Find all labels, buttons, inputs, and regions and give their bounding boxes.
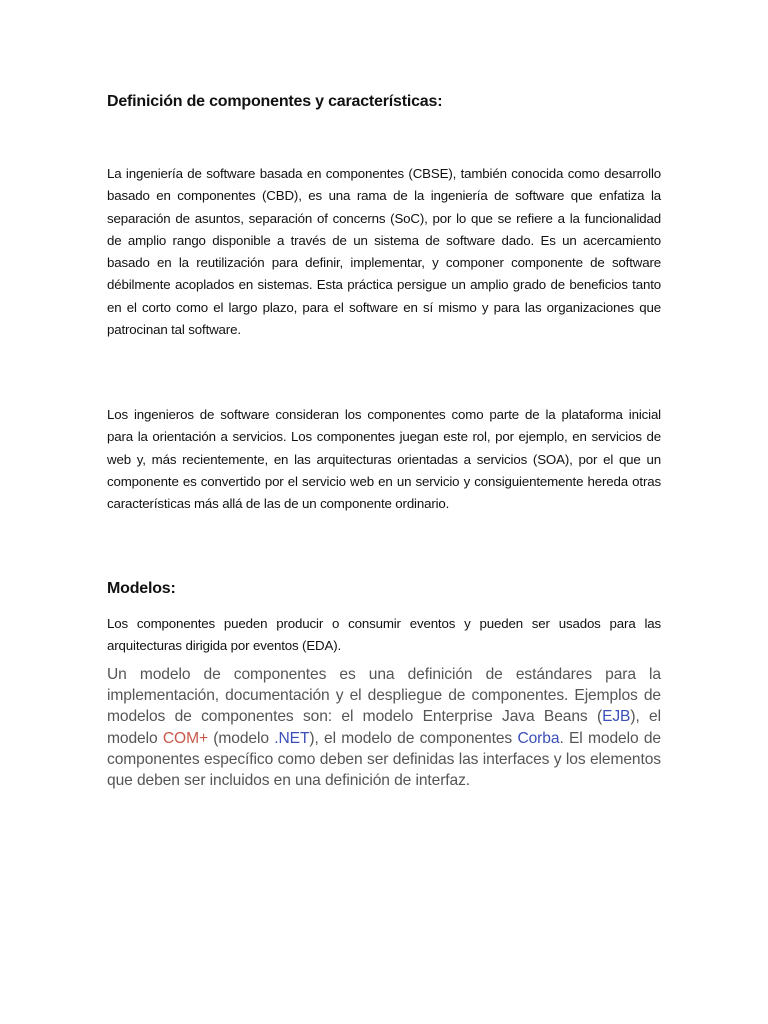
link-ejb[interactable]: EJB bbox=[602, 708, 631, 726]
paragraph-components-services: Los ingenieros de software consideran los componentes como parte de la plataforma inicial para la orientación a servicios. Los componentes juegan este rol, por ejemplo, en servicios de web y, más recientemente, en las arquitecturas orientadas a servicios (SOA), por el que un componente es convertido por el servicio web en un servicio y consiguientemente hereda otras características más allá de las de un componente ordinario. bbox=[107, 407, 661, 512]
paragraph-text-part5: . El modelo de componentes específico como deben ser definidas las interfaces y los elementos que deben ser incluidos en una definición de interfaz. bbox=[107, 729, 661, 790]
link-com-plus[interactable]: COM+ bbox=[162, 729, 208, 747]
paragraph-events: Los componentes pueden producir o consumir eventos y pueden ser usados para las arquitecturas dirigida por eventos (EDA). bbox=[107, 616, 661, 654]
section-subtitle-models: Modelos: bbox=[107, 580, 176, 597]
section-title: Definición de componentes y características: bbox=[107, 93, 443, 110]
paragraph-cbse-definition: La ingeniería de software basada en componentes (CBSE), también conocida como desarrollo basado en componentes (CBD), es una rama de la ingeniería de software que enfatiza la separación de asuntos, separación of concerns (SoC), por lo que se refiere a la funcionalidad de amplio rango disponible a través de un sistema de software dado. Es un acercamiento basado en la reutilización para definir, implementar, y componer componente de software débilmente acoplados en sistemas. Esta práctica persigue un amplio grado de beneficios tanto en el corto como el largo plazo, para el software en sí mismo y para las organizaciones que patrocinan tal software. bbox=[107, 166, 661, 338]
paragraph-text-part3: (modelo bbox=[207, 729, 275, 747]
link-corba[interactable]: Corba bbox=[517, 729, 560, 747]
paragraph-text-part1: Un modelo de componentes es una definición de estándares para la implementación, documentación y el despliegue de componentes. Ejemplos de modelos de componentes son: el modelo Enterprise Java Beans ( bbox=[107, 666, 661, 726]
paragraph-component-models bbox=[107, 664, 661, 791]
link-dotnet[interactable]: .NET bbox=[274, 729, 310, 747]
paragraph-text-part4: ), el modelo de componentes bbox=[309, 729, 518, 747]
paragraph-text-part2: ), el modelo bbox=[107, 708, 661, 747]
